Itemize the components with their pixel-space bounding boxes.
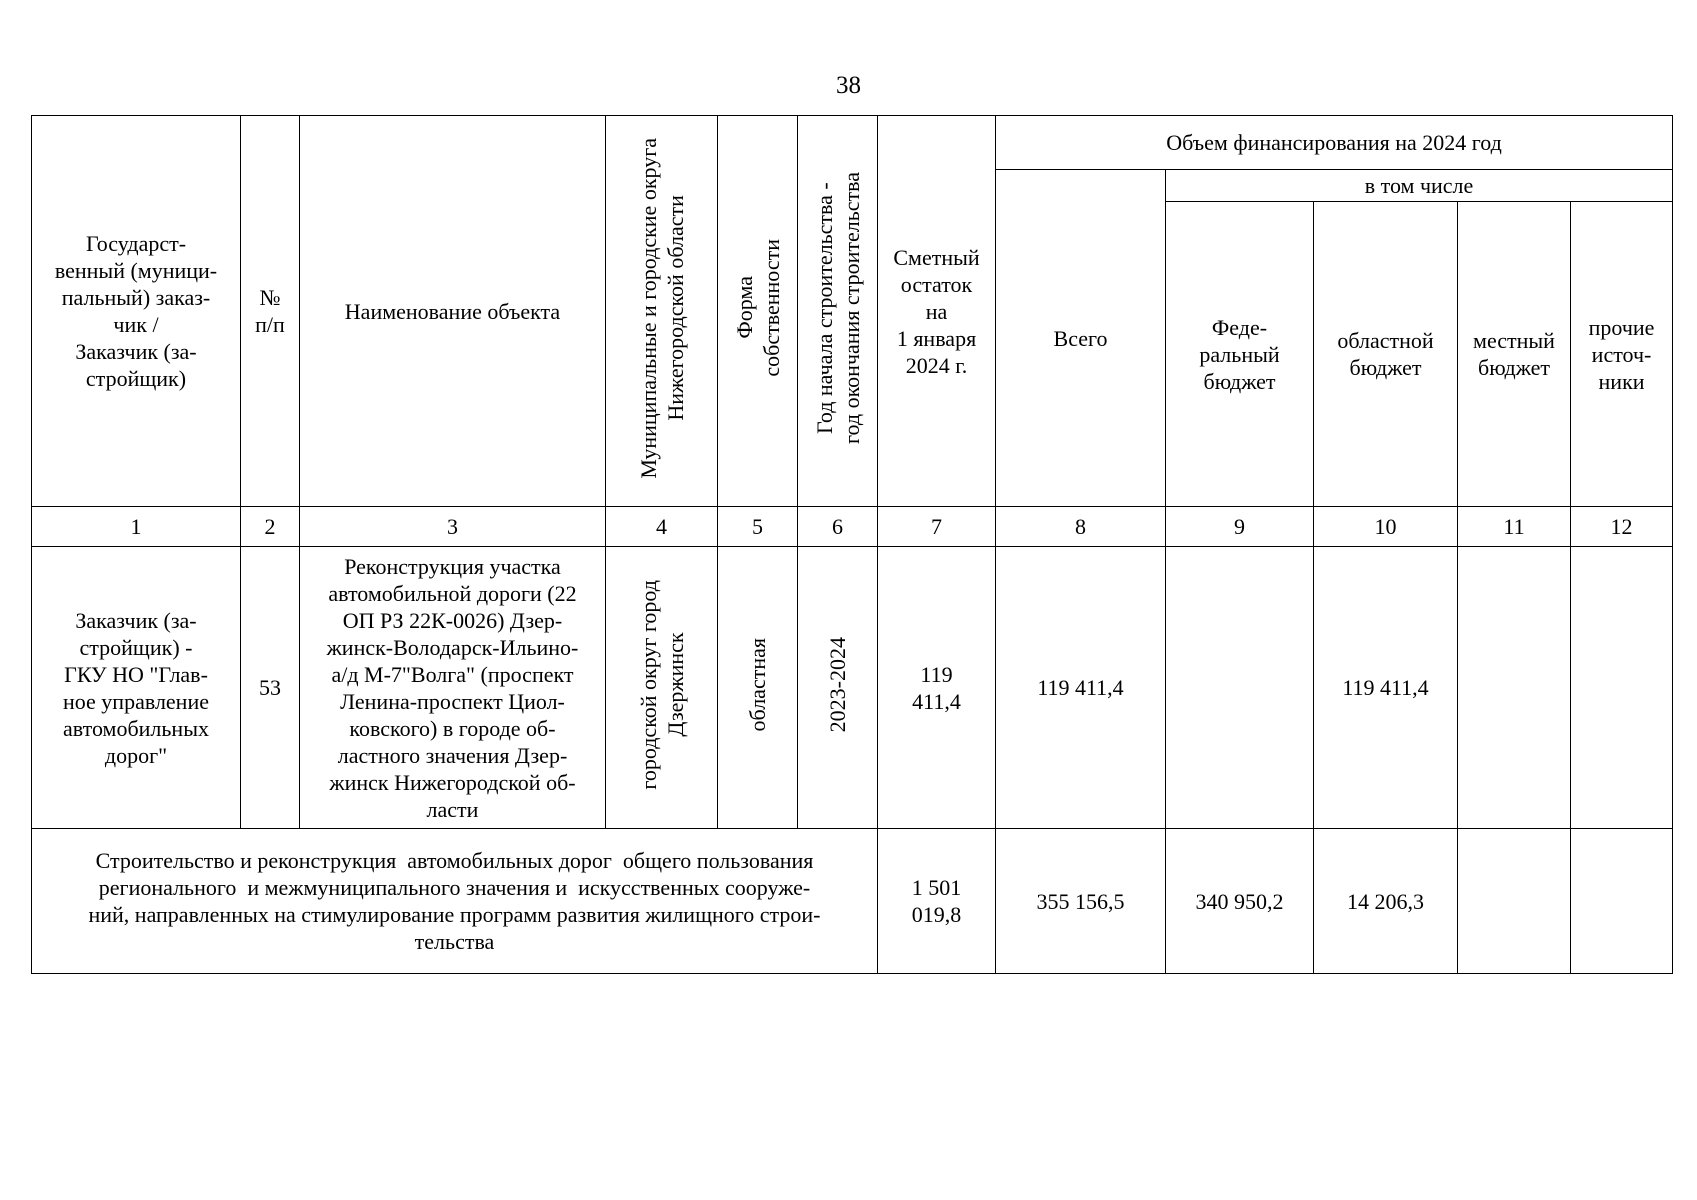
row-total: 119 411,4 [996, 547, 1166, 829]
row-federal [1166, 547, 1314, 829]
column-number: 11 [1458, 507, 1571, 547]
header-number: № п/п [241, 116, 300, 507]
header-funding-group: Объем финансирования на 2024 год [996, 116, 1673, 170]
header-years: Год начала строительства - год окончания строительства [798, 116, 878, 507]
column-number: 4 [606, 507, 718, 547]
header-other: прочие источ- ники [1571, 202, 1673, 507]
summary-total: 355 156,5 [996, 829, 1166, 974]
row-years: 2023-2024 [798, 547, 878, 829]
row-local [1458, 547, 1571, 829]
summary-row [32, 829, 1673, 974]
header-federal: Феде- ральный бюджет [1166, 202, 1314, 507]
summary-regional: 14 206,3 [1314, 829, 1458, 974]
header-regional: областной бюджет [1314, 202, 1458, 507]
header-estimate-balance: Сметный остаток на 1 января 2024 г. [878, 116, 996, 507]
row-municipality: городской округ город Дзержинск [606, 547, 718, 829]
financing-table [31, 115, 1673, 974]
header-customer: Государст- венный (муници- пальный) заказ- чик / Заказчик (за- стройщик) [32, 116, 241, 507]
summary-text: Строительство и реконструкция автомобильных дорог общего пользования регионального и межмуниципального значения и искусственных сооруже- ний, направленных на стимулирование программ развития жилищного строи- тельства [32, 829, 878, 974]
summary-local [1458, 829, 1571, 974]
header-including: в том числе [1166, 170, 1673, 202]
row-estimate-balance: 119 411,4 [878, 547, 996, 829]
summary-estimate-balance: 1 501 019,8 [878, 829, 996, 974]
row-regional: 119 411,4 [1314, 547, 1458, 829]
row-number: 53 [241, 547, 300, 829]
column-number: 5 [718, 507, 798, 547]
row-ownership: областная [718, 547, 798, 829]
row-other [1571, 547, 1673, 829]
page-number: 38 [836, 72, 861, 99]
column-number: 7 [878, 507, 996, 547]
header-ownership: Форма собственности [718, 116, 798, 507]
column-number-row [32, 507, 1673, 547]
row-object-name: Реконструкция участка автомобильной дороги (22 ОП РЗ 22К-0026) Дзер- жинск-Володарск-Ильино- а/д М-7"Волга" (проспект Ленина-проспект Циол- ковского) в городе об- ластного значения Дзер- жинск Нижегородской об- ласти [300, 547, 606, 829]
summary-federal: 340 950,2 [1166, 829, 1314, 974]
column-number: 8 [996, 507, 1166, 547]
header-object-name: Наименование объекта [300, 116, 606, 507]
header-local: местный бюджет [1458, 202, 1571, 507]
summary-other [1571, 829, 1673, 974]
column-number: 6 [798, 507, 878, 547]
column-number: 9 [1166, 507, 1314, 547]
column-number: 10 [1314, 507, 1458, 547]
table-row [32, 547, 1673, 829]
column-number: 1 [32, 507, 241, 547]
column-number: 12 [1571, 507, 1673, 547]
row-customer: Заказчик (за- стройщик) - ГКУ НО "Глав- ное управление автомобильных дорог" [32, 547, 241, 829]
column-number: 2 [241, 507, 300, 547]
column-number: 3 [300, 507, 606, 547]
header-total: Всего [996, 170, 1166, 507]
header-municipality: Муниципальные и городские округа Нижегородской области [606, 116, 718, 507]
